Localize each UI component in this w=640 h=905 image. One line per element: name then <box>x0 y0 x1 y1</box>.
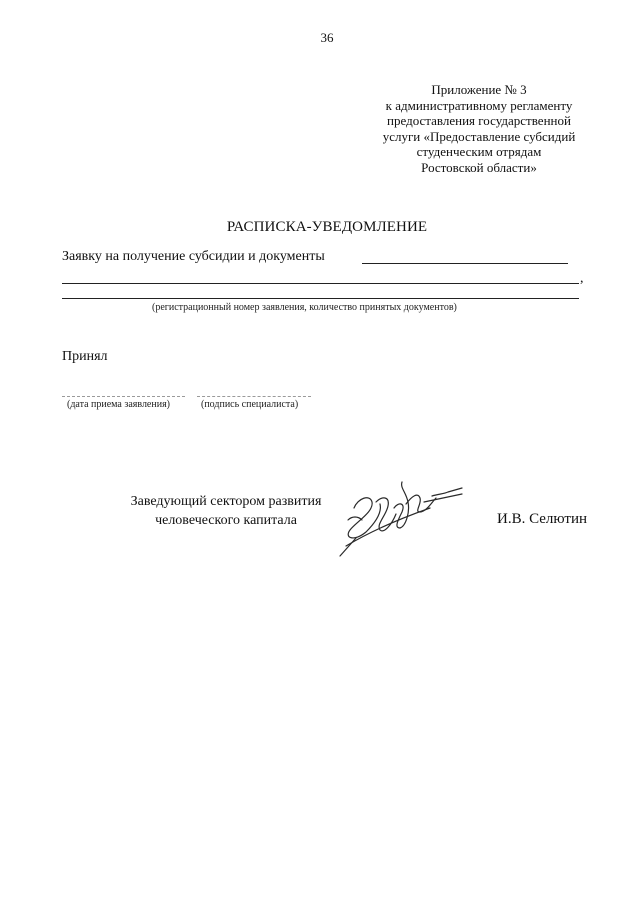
appendix-line: услуги «Предоставление субсидий <box>382 128 576 144</box>
signatory-position <box>110 492 342 530</box>
signature-line <box>197 396 311 397</box>
appendix-block <box>370 82 588 175</box>
handwritten-signature <box>336 472 466 562</box>
appendix-line: предоставления государственной <box>387 113 571 128</box>
signature-caption: (подпись специалиста) <box>201 399 299 410</box>
registration-number-line <box>362 263 568 264</box>
appendix-line: Приложение № 3 <box>431 82 527 97</box>
documents-line-1 <box>62 283 579 284</box>
registration-caption: (регистрационный номер заявления, количество принятых документов) <box>152 302 457 313</box>
documents-line-2 <box>62 298 579 299</box>
appendix-line: Ростовской области» <box>421 159 537 175</box>
appendix-line: студенческим отрядам <box>416 144 542 159</box>
accepted-label: Принял <box>62 349 108 364</box>
comma: , <box>580 271 584 286</box>
signatory-position-line: Заведующий сектором развития <box>130 494 322 509</box>
signatory-name: И.В. Селютин <box>497 511 588 527</box>
signatory-position-line: человеческого капитала <box>155 513 297 528</box>
appendix-line: к административному регламенту <box>385 97 573 113</box>
document-title: РАСПИСКА-УВЕДОМЛЕНИЕ <box>226 219 428 235</box>
intro-text: Заявку на получение субсидии и документы <box>62 249 325 264</box>
date-caption: (дата приема заявления) <box>67 399 171 410</box>
date-line <box>62 396 185 397</box>
page-number: 36 <box>320 30 334 45</box>
